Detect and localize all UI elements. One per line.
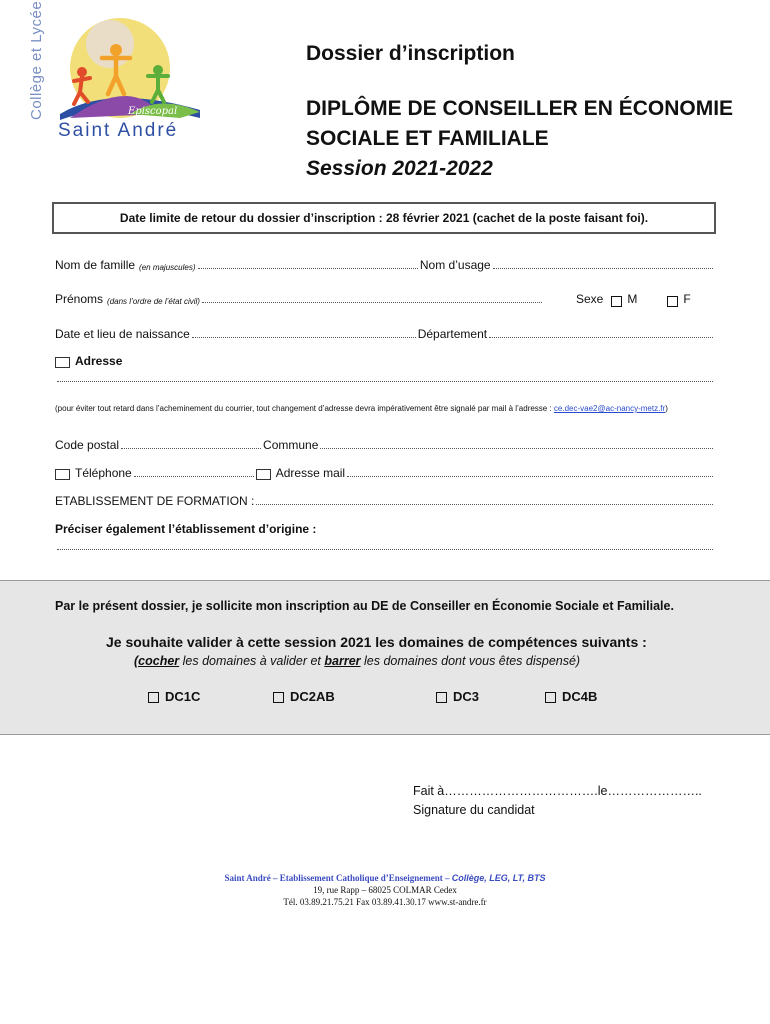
- deadline-text: Date limite de retour du dossier d’inscription : 28 février 2021 (cachet de la poste faisant foi).: [119, 211, 649, 225]
- doc-title: Dossier d’inscription: [306, 42, 515, 65]
- envelope-icon: [55, 357, 70, 368]
- row-origine: [55, 522, 715, 536]
- main-title-line1: DIPLÔME DE CONSEILLER EN ÉCONOMIE: [306, 97, 734, 120]
- dc4b-label: DC4B: [562, 689, 598, 704]
- adresse-mail-field[interactable]: [347, 475, 713, 477]
- adresse-label: Adresse: [75, 354, 123, 368]
- adresse-mail-label: Adresse mail: [275, 466, 346, 480]
- adresse-note-end: ): [665, 404, 668, 413]
- nom-usage-field[interactable]: [493, 267, 713, 269]
- sexe-f-label: F: [683, 292, 691, 306]
- row-code-postal: [55, 438, 715, 452]
- nom-famille-field[interactable]: [198, 267, 418, 269]
- row-nom: [55, 258, 715, 272]
- sexe-label: Sexe: [575, 292, 604, 306]
- row-adresse-label: [55, 354, 715, 368]
- row-origine-field: [55, 548, 715, 553]
- code-postal-field[interactable]: [121, 447, 261, 449]
- footer-institution: Saint André – Etablissement Catholique d’Enseignement –: [224, 873, 452, 883]
- instruction-mid: les domaines à valider et: [179, 654, 325, 668]
- row-etablissement: [55, 494, 715, 508]
- mail-icon: [256, 469, 271, 480]
- dc1c-option[interactable]: [148, 689, 200, 704]
- code-postal-label: Code postal: [55, 438, 120, 452]
- row-prenoms: [55, 292, 715, 306]
- title-block: [306, 42, 756, 184]
- prenoms-label: Prénoms: [55, 292, 104, 306]
- contact-email-link[interactable]: ce.dec-vae2@ac-nancy-metz.fr: [553, 404, 666, 413]
- prenoms-field[interactable]: [202, 301, 542, 303]
- commune-label: Commune: [263, 438, 319, 452]
- telephone-field[interactable]: [134, 475, 254, 477]
- dc3-option[interactable]: [436, 689, 479, 704]
- sexe-f-checkbox[interactable]: [667, 296, 678, 307]
- sexe-m-label: M: [627, 292, 638, 306]
- departement-label: Département: [417, 327, 488, 341]
- signature-block: [413, 782, 702, 820]
- date-lieu-label: Date et lieu de naissance: [55, 327, 190, 341]
- signature-label: Signature du candidat: [413, 803, 535, 817]
- vertical-college-text: Collège et Lycée: [28, 0, 45, 120]
- footer: [0, 872, 770, 908]
- logo-script-text: Episcopal: [128, 106, 178, 117]
- dc3-checkbox[interactable]: [436, 692, 447, 703]
- telephone-label: Téléphone: [75, 466, 132, 480]
- dc4b-option[interactable]: [545, 689, 597, 704]
- etablissement-field[interactable]: [256, 503, 713, 505]
- dc4b-checkbox[interactable]: [545, 692, 556, 703]
- footer-levels: Collège, LEG, LT, BTS: [451, 873, 546, 883]
- adresse-note-text: (pour éviter tout retard dans l’acheminement du courrier, tout changement d’adresse devra impérativement être signalé par mail à l’adresse :: [55, 404, 554, 413]
- origine-field[interactable]: [57, 548, 713, 550]
- sexe-m-checkbox[interactable]: [611, 296, 622, 307]
- origine-label: Préciser également l’établissement d’origine :: [55, 522, 317, 536]
- cocher-text: (cocher: [134, 654, 180, 668]
- dc2ab-label: DC2AB: [290, 689, 335, 704]
- footer-address: 19, rue Rapp – 68025 COLMAR Cedex: [313, 885, 457, 895]
- row-naissance: [55, 327, 715, 341]
- departement-field[interactable]: [489, 336, 713, 338]
- footer-contact: Tél. 03.89.21.75.21 Fax 03.89.41.30.17 www.st-andre.fr: [283, 897, 487, 907]
- nom-usage-label: Nom d’usage: [419, 258, 491, 272]
- brand-name: Saint André: [58, 120, 179, 141]
- dc2ab-option[interactable]: [273, 689, 335, 704]
- deadline-box: [52, 202, 716, 234]
- dc2ab-checkbox[interactable]: [273, 692, 284, 703]
- prenoms-hint: (dans l’ordre de l’état civil): [107, 297, 200, 306]
- competences-band: [0, 580, 770, 735]
- nom-famille-hint: (en majuscules): [139, 263, 196, 272]
- session-title: Session 2021-2022: [306, 157, 493, 180]
- row-adresse-field: [55, 380, 715, 385]
- footer-line1: [0, 872, 770, 884]
- competences-heading: Je souhaite valider à cette session 2021 les domaines de compétences suivants :: [106, 634, 647, 650]
- barrer-text: barrer: [324, 654, 361, 668]
- etablissement-label: ETABLISSEMENT DE FORMATION :: [55, 494, 255, 508]
- instruction-end: les domaines dont vous êtes dispensé): [360, 654, 581, 668]
- competences-instruction: [134, 654, 580, 668]
- phone-icon: [55, 469, 70, 480]
- adresse-field[interactable]: [57, 380, 713, 382]
- date-lieu-field[interactable]: [192, 336, 416, 338]
- nom-famille-label: Nom de famille: [55, 258, 136, 272]
- fait-a-line[interactable]: Fait à……………………………….le…………………..: [413, 784, 702, 798]
- dc1c-checkbox[interactable]: [148, 692, 159, 703]
- row-telephone: [55, 466, 715, 480]
- inscription-statement: Par le présent dossier, je sollicite mon inscription au DE de Conseiller en Économie Sociale et Familiale.: [55, 599, 674, 613]
- dc3-label: DC3: [453, 689, 480, 704]
- main-title-line2: SOCIALE ET FAMILIALE: [306, 127, 549, 150]
- commune-field[interactable]: [320, 447, 713, 449]
- adresse-note: [55, 404, 725, 413]
- dc1c-label: DC1C: [165, 689, 201, 704]
